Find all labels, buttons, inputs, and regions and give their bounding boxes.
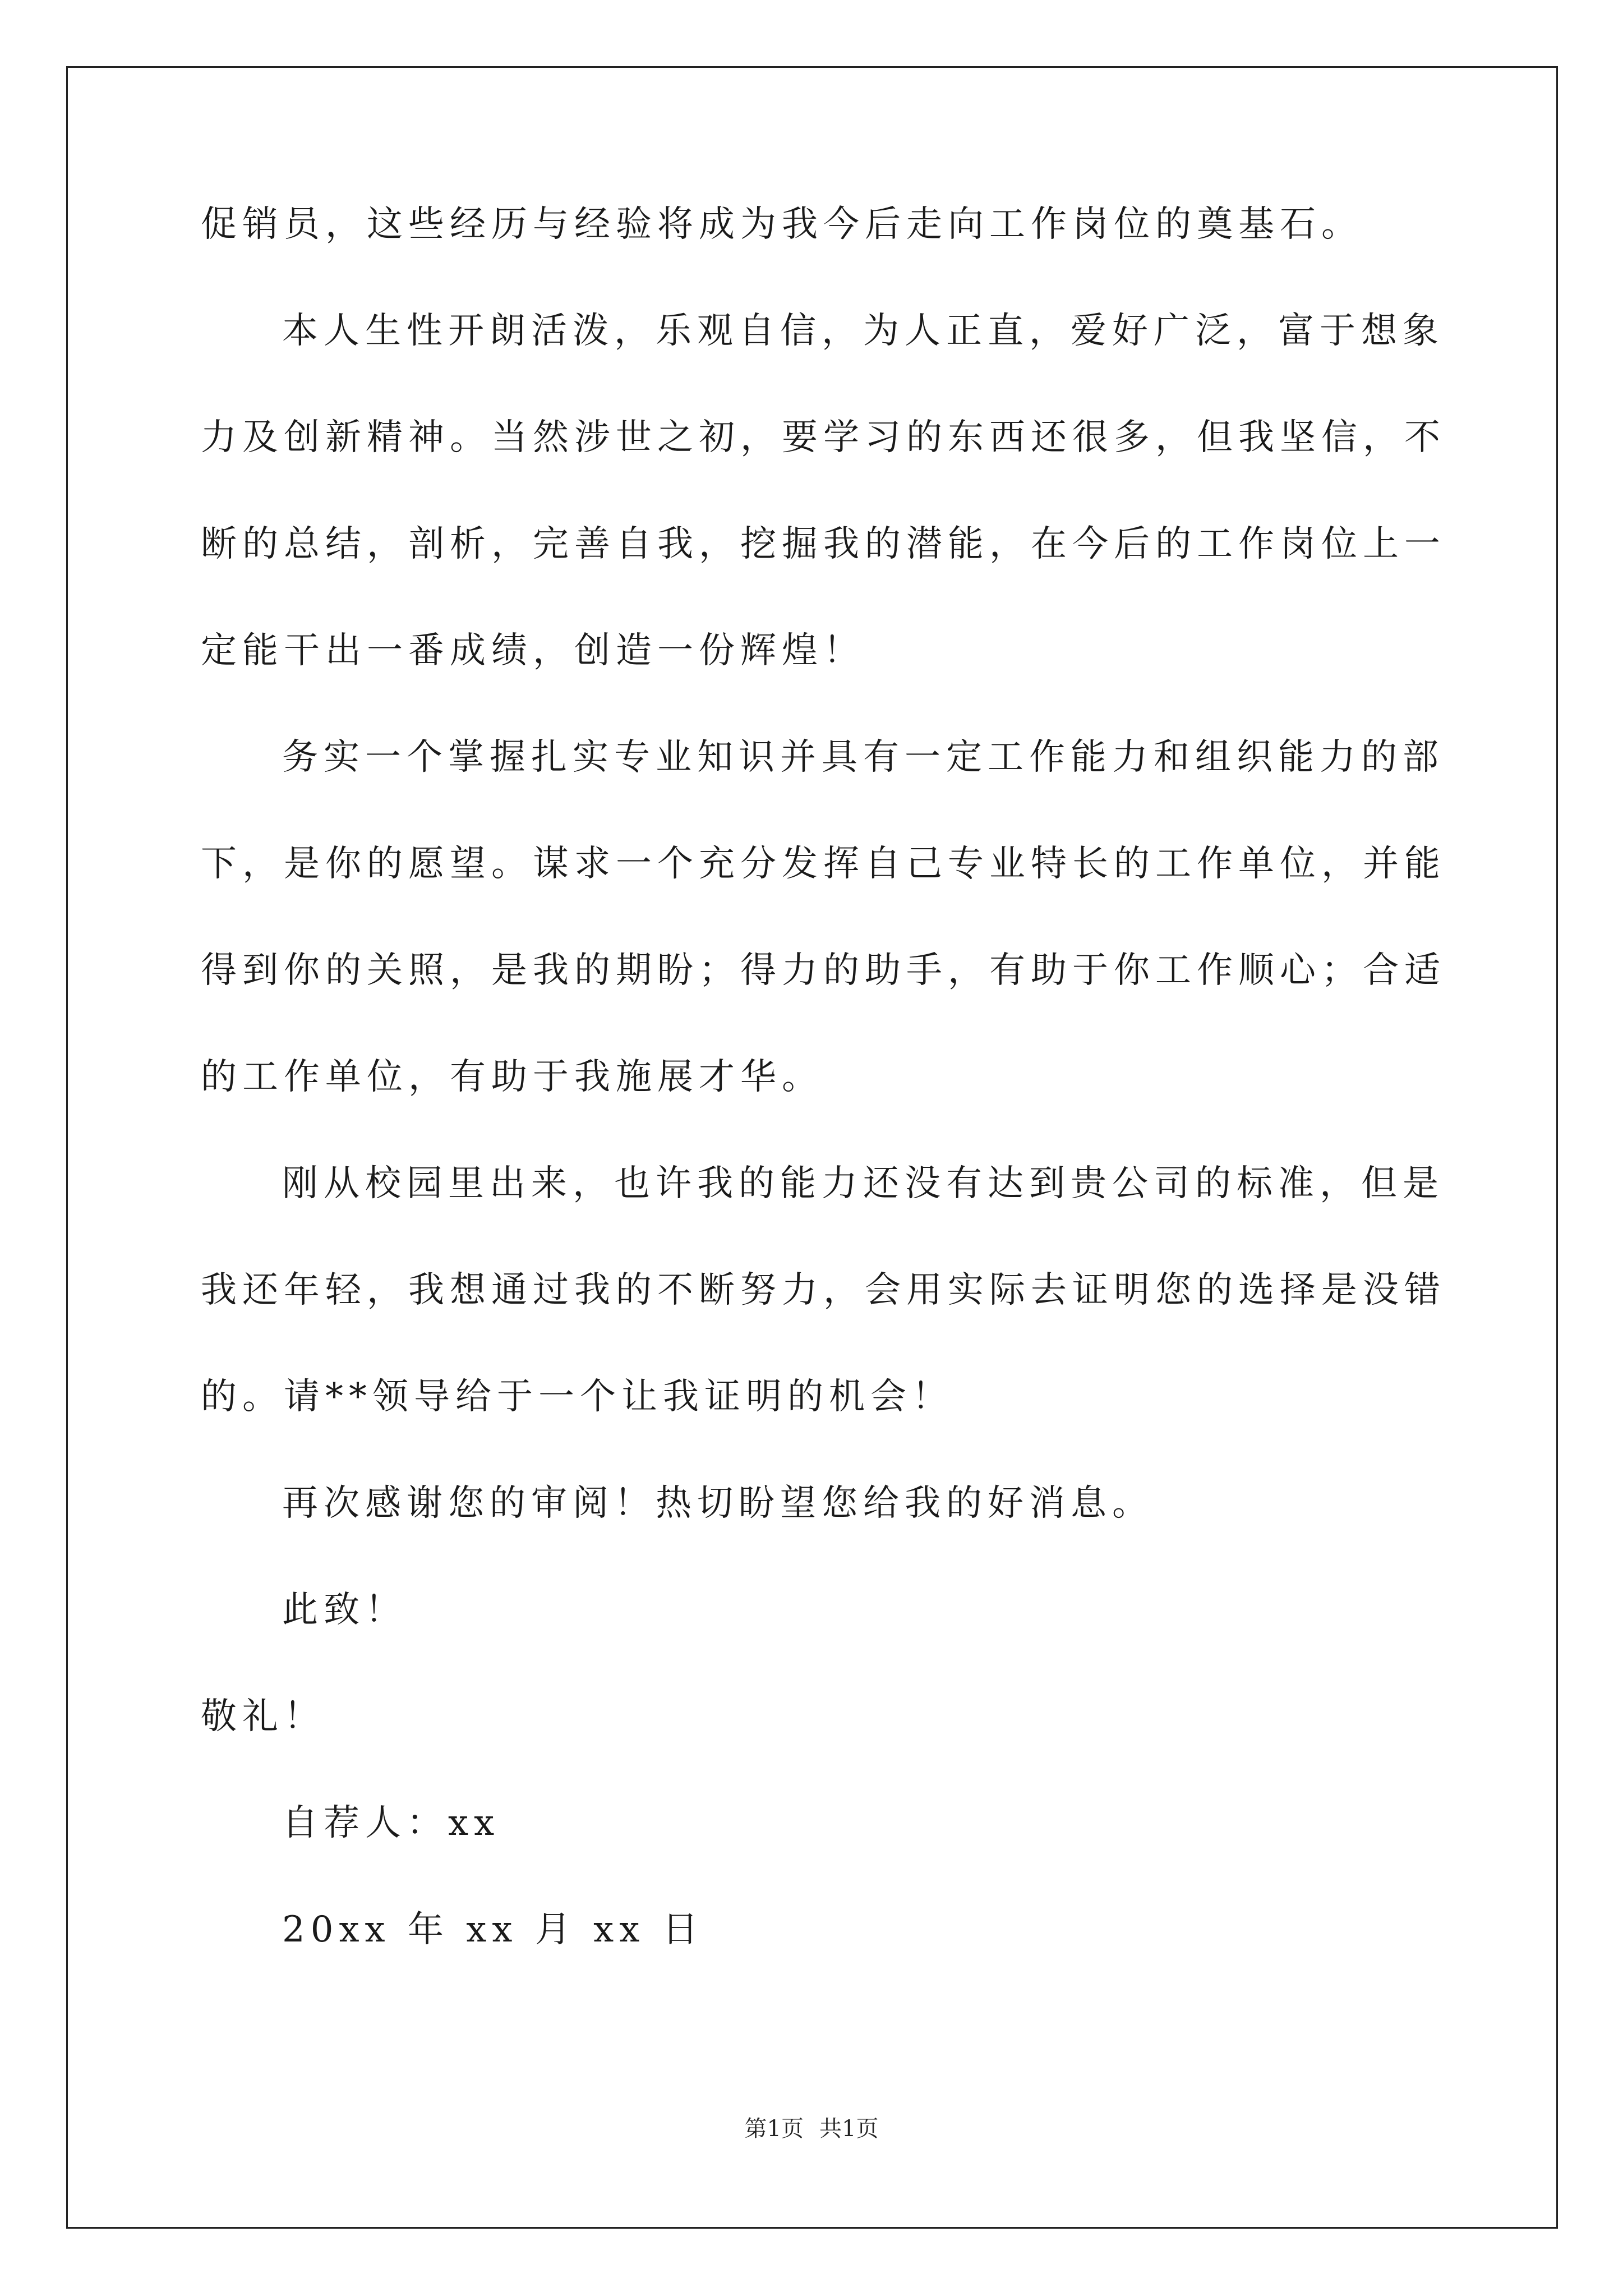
text-line: 下，是你的愿望。谋求一个充分发挥自己专业特长的工作单位，并能 bbox=[201, 843, 1446, 885]
text-line: 力及创新精神。当然涉世之初，要学习的东西还很多，但我坚信，不 bbox=[201, 417, 1446, 458]
text-line: 刚从校园里出来，也许我的能力还没有达到贵公司的标准，但是 bbox=[282, 1163, 1444, 1204]
text-line: 得到你的关照，是我的期盼；得力的助手，有助于你工作顺心；合适 bbox=[201, 950, 1446, 991]
closing-regards: 敬礼！ bbox=[201, 1696, 325, 1737]
text-line: 断的总结，剖析，完善自我，挖掘我的潜能，在今后的工作岗位上一 bbox=[201, 523, 1446, 565]
page-total: 共1页 bbox=[819, 2116, 879, 2142]
text-line: 务实一个掌握扎实专业知识并具有一定工作能力和组织能力的部 bbox=[282, 737, 1444, 778]
text-line: 的。请**领导给于一个让我证明的机会！ bbox=[201, 1376, 953, 1418]
text-line: 的工作单位，有助于我施展才华。 bbox=[201, 1056, 823, 1098]
page-footer bbox=[0, 2115, 1623, 2143]
closing-salutation: 此致！ bbox=[282, 1589, 407, 1631]
text-line: 本人生性开朗活泼，乐观自信，为人正直，爱好广泛，富于想象 bbox=[282, 310, 1444, 352]
signature-name: 自荐人：xx bbox=[282, 1802, 500, 1844]
signature-date: 20xx 年 xx 月 xx 日 bbox=[282, 1909, 704, 1950]
text-line: 定能干出一番成绩，创造一份辉煌！ bbox=[201, 630, 865, 671]
page-current: 第1页 bbox=[744, 2116, 804, 2142]
page-border bbox=[66, 66, 1558, 2229]
text-line: 我还年轻，我想通过我的不断努力，会用实际去证明您的选择是没错 bbox=[201, 1269, 1446, 1311]
text-line: 再次感谢您的审阅！热切盼望您给我的好消息。 bbox=[282, 1483, 1154, 1524]
text-line: 促销员，这些经历与经验将成为我今后走向工作岗位的奠基石。 bbox=[201, 204, 1363, 245]
